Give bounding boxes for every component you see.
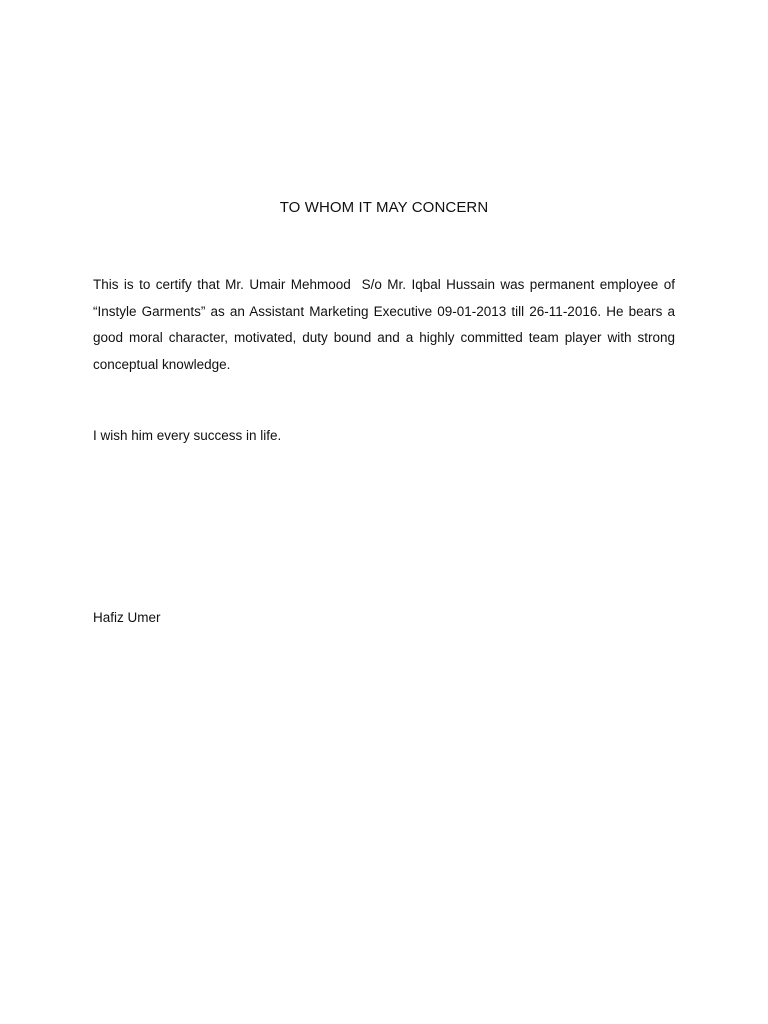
signatory-name: Hafiz Umer	[93, 610, 161, 625]
letter-title: TO WHOM IT MAY CONCERN	[279, 199, 489, 216]
letter-body-paragraph: This is to certify that Mr. Umair Mehmood S/o Mr. Iqbal Hussain was permanent employee of “Instyle Garments” as an Assistant Marketing Executive 09-01-2013 till 26-11-2016. He bears a good moral character, motivated, duty bound and a highly committed team player with strong conceptual knowledge.	[93, 277, 679, 372]
closing-sentence: I wish him every success in life.	[93, 428, 282, 443]
